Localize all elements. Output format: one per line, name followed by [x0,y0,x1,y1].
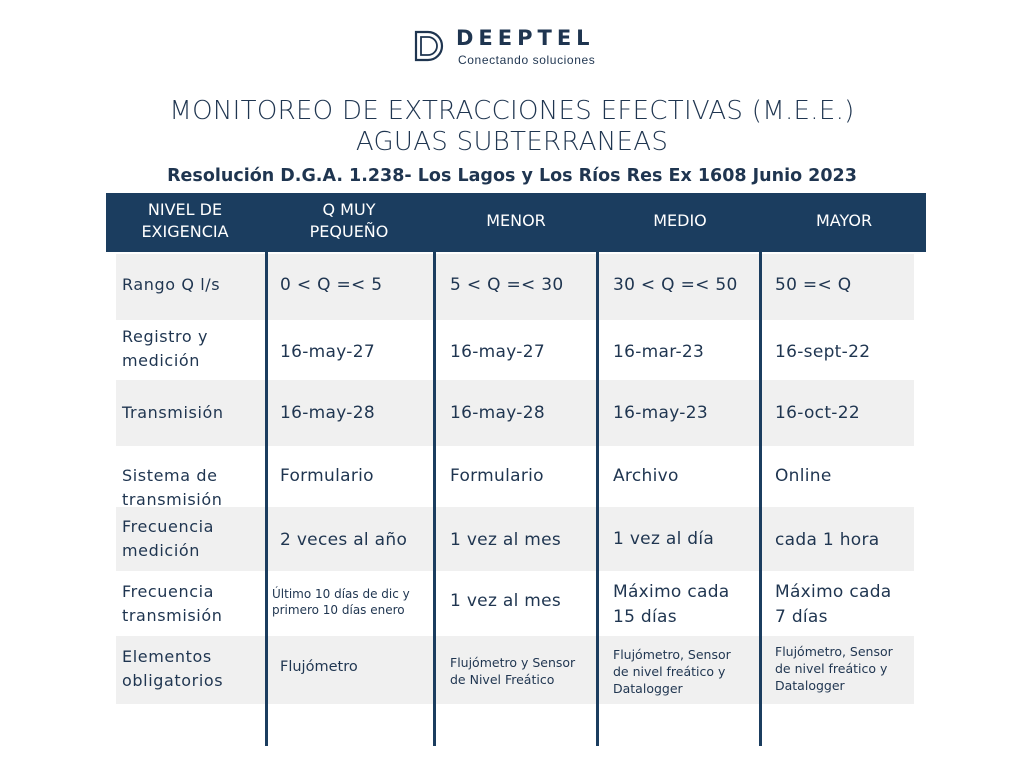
row-label-text: Rango Q l/s [122,275,221,294]
table-cell-text: primero 10 días enero [272,603,405,617]
header-cell [598,193,762,252]
table-cell [450,528,561,553]
table-cell [613,646,731,697]
header-cell [434,193,598,252]
table-cell [450,464,544,489]
table-cell-text: 7 días [775,607,828,627]
table-cell-text: 50 =< Q [775,275,852,295]
table-cell [775,580,892,630]
row-label-text: Transmisión [122,403,224,422]
row-label [122,645,223,693]
column-divider [596,252,599,746]
row-label-text: Frecuencia [122,582,215,601]
table-cell-text: 16-may-28 [450,403,545,423]
table-cell-text: Online [775,466,832,486]
table-cell-text: Flujómetro, Sensor [775,644,893,659]
table-cell [613,340,704,365]
table-cell [775,464,832,489]
column-divider [265,252,268,746]
column-divider [433,252,436,746]
table-cell-text: Flujómetro y Sensor [450,655,576,670]
table-cell [450,654,575,688]
row-label-text: Frecuencia [122,517,215,536]
row-label [122,580,222,628]
table-cell [613,527,714,552]
row-label-text: Sistema de [122,466,218,485]
header-cell-text: MENOR [486,210,546,230]
table-cell-text: 16-may-28 [280,403,375,423]
row-label [122,515,214,563]
header-cell-text: PEQUEÑO [309,221,389,241]
table-cell-text: 1 vez al mes [450,591,562,611]
table-cell-text: Máximo cada [613,582,730,602]
table-cell-text: Archivo [613,466,679,486]
row-label-text: medición [122,541,201,560]
table-cell-text: 16-may-23 [613,403,708,423]
table-cell-text: Último 10 días de dic y [272,587,410,601]
row-label-text: Elementos [122,647,212,666]
row-label [122,325,208,373]
page-title-line2: AGUAS SUBTERRANEAS [355,127,669,157]
table-cell-text: Datalogger [613,681,683,696]
table-cell-text: Flujómetro [280,659,358,675]
row-label [122,401,224,425]
header-cell-text: MAYOR [815,210,873,230]
table-cell [775,340,870,365]
table-cell-text: Formulario [280,466,374,486]
table-cell-text: 16-sept-22 [775,342,871,362]
table-cell-text: 0 < Q =< 5 [280,275,383,295]
table-cell-text: 1 vez al día [613,529,715,549]
table-cell-text: de nivel freático y [613,664,726,679]
row-label-text: transmisión [122,490,223,509]
header-cell [762,193,926,252]
row-label [122,273,220,297]
header-cell-text: Q MUY [322,199,376,219]
table-cell [613,273,738,298]
brand-name: DEEPTEL [456,26,595,50]
table-cell [280,340,375,365]
table-cell [280,657,358,677]
header-cell [106,193,264,252]
page-title: MONITOREO DE EXTRACCIONES EFECTIVAS (M.E.E.) [169,96,855,126]
table-cell [613,580,730,630]
row-label-text: Registro y [122,327,209,346]
table-cell [280,401,375,426]
table-cell [775,643,893,694]
brand-tagline: Conectando soluciones [458,53,596,67]
table-cell-text: Máximo cada [775,582,892,602]
table-cell [280,464,374,489]
table-cell-text: 5 < Q =< 30 [450,275,564,295]
brand-logo [410,26,620,70]
table-cell-text: 16-may-27 [280,342,375,362]
table-cell [613,464,679,489]
deeptel-logo-icon [410,28,446,64]
header-cell-text: EXIGENCIA [141,221,229,241]
table-cell-text: 1 vez al mes [450,530,562,550]
table-cell [450,340,545,365]
table-cell [775,401,860,426]
table-header [106,193,926,252]
table-cell [450,273,563,298]
table-cell-text: 16-oct-22 [775,403,860,423]
header-cell-text: NIVEL DE [147,199,223,219]
table-cell-text: Flujómetro, Sensor [613,647,731,662]
table-cell-text: Formulario [450,466,544,486]
table-cell [450,589,561,614]
table-cell-text: de Nivel Freático [450,672,555,687]
table-cell-text: de nivel freático y [775,661,888,676]
table-cell-text: 16-mar-23 [613,342,705,362]
table-cell-text: Datalogger [775,678,845,693]
table-cell [775,273,851,298]
table-cell-text: 2 veces al año [280,530,408,550]
page-subtitle: Resolución D.G.A. 1.238- Los Lagos y Los Ríos Res Ex 1608 Junio 2023 [167,166,857,186]
table-cell-text: 30 < Q =< 50 [613,275,738,295]
row-label-text: medición [122,351,201,370]
table-cell [450,401,545,426]
header-cell [264,193,434,252]
row-label [122,464,222,512]
table-cell-text: 15 días [613,607,677,627]
row-label-text: transmisión [122,606,223,625]
table-cell-text: cada 1 hora [775,530,880,550]
table-cell [272,586,410,618]
table-cell-text: 16-may-27 [450,342,545,362]
table-cell [613,401,708,426]
column-divider [759,252,762,746]
row-label-text: obligatorios [122,671,224,690]
table-cell [280,273,382,298]
header-cell-text: MEDIO [653,210,707,230]
table-cell [775,528,879,553]
table-cell [280,528,407,553]
